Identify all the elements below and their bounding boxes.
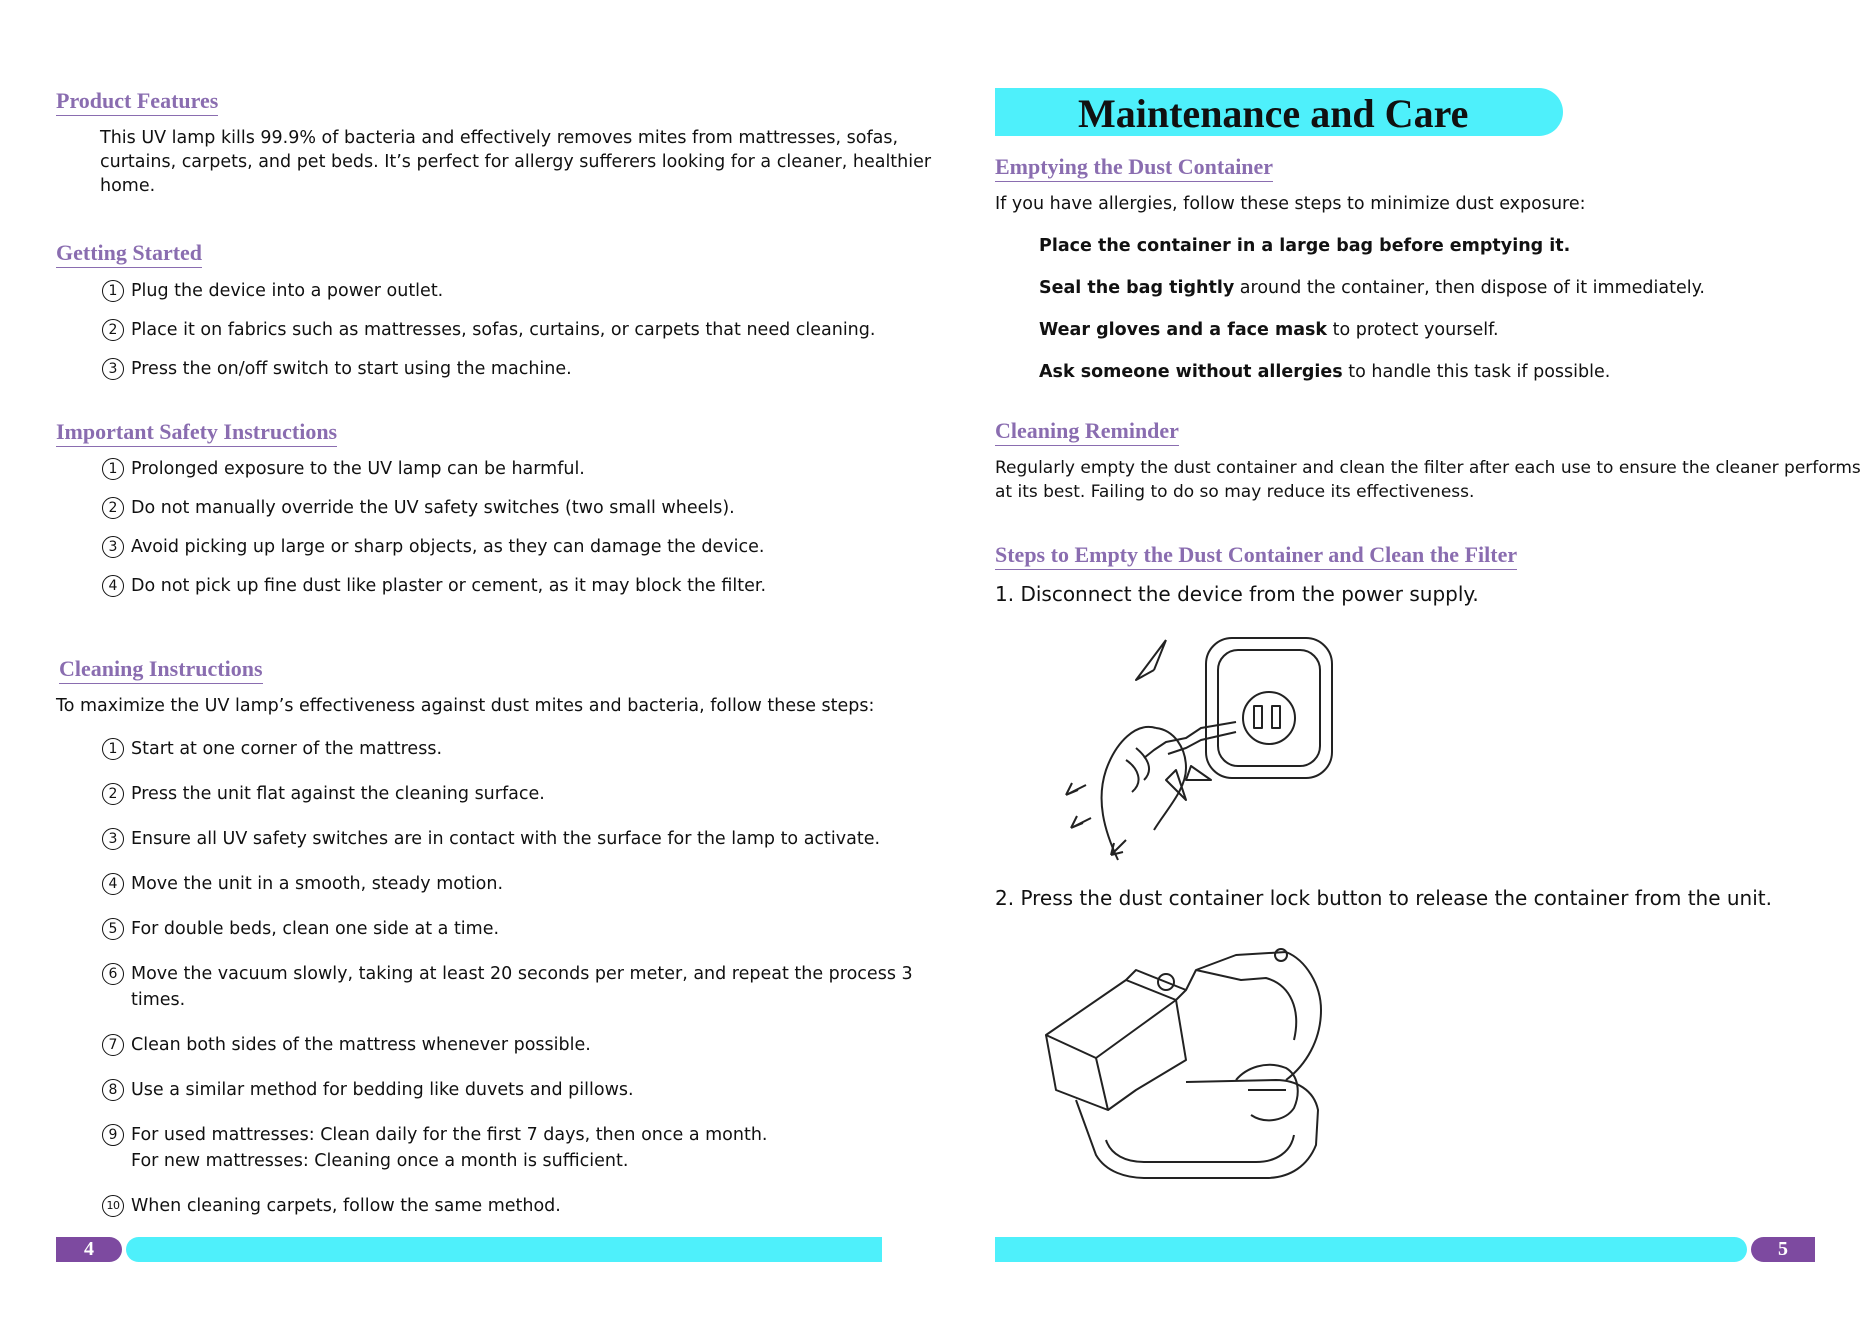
tip-rest: to handle this task if possible. [1342,362,1611,382]
safety-heading: Important Safety Instructions [56,419,337,447]
list-item [102,356,572,382]
text-line: This UV lamp kills 99.9% of bacteria and effectively removes mites from mattresses, sofas, [100,128,899,148]
list-item [102,1032,591,1058]
emptying-heading: Emptying the Dust Container [995,154,1273,182]
list-item [102,534,764,560]
circled-number: 1 [102,458,124,480]
vacuum-illustration [1036,940,1336,1185]
tip-bold: Wear gloves and a face mask [1039,320,1328,340]
circled-number: 5 [102,918,124,940]
list-item [102,871,503,897]
item-text: Ensure all UV safety switches are in contact with the surface for the lamp to activate. [131,829,881,849]
item-text: Place it on fabrics such as mattresses, sofas, curtains, or carpets that need cleaning. [131,320,876,340]
circled-number: 2 [102,783,124,805]
item-text [131,1122,767,1174]
list-item [102,278,443,304]
circled-number: 1 [102,280,124,302]
list-item [102,961,913,1013]
product-features-text [100,126,931,198]
item-text: Press the on/off switch to start using the machine. [131,359,572,379]
cleaning-reminder-text [995,456,1861,504]
circled-number: 2 [102,497,124,519]
unplug-illustration [1036,630,1356,870]
list-item [102,916,499,942]
list-item [102,1193,561,1219]
step-1: 1. Disconnect the device from the power supply. [995,582,1479,606]
item-line: For used mattresses: Clean daily for the first 7 days, then once a month. [131,1125,768,1145]
list-item [102,456,585,482]
text-line: home. [100,176,156,196]
circled-number: 4 [102,575,124,597]
item-text: Do not manually override the UV safety switches (two small wheels). [131,498,735,518]
cleaning-intro: To maximize the UV lamp’s effectiveness against dust mites and bacteria, follow these steps: [56,696,875,716]
item-text: Avoid picking up large or sharp objects, as they can damage the device. [131,537,765,557]
item-text [131,961,913,1013]
list-item [102,736,442,762]
list-item [102,495,735,521]
item-text: Move the unit in a smooth, steady motion. [131,874,504,894]
tip-rest: around the container, then dispose of it immediately. [1234,278,1705,298]
item-text: Plug the device into a power outlet. [131,281,444,301]
item-line: times. [131,990,186,1010]
circled-number: 4 [102,873,124,895]
tip [1039,276,1705,300]
list-item [102,1077,634,1103]
footer-bar [995,1237,1747,1262]
list-item [102,573,766,599]
circled-number: 8 [102,1079,124,1101]
cleaning-instructions-heading: Cleaning Instructions [59,656,263,684]
footer-bar [126,1237,882,1262]
tip-bold: Seal the bag tightly [1039,278,1235,298]
circled-number: 3 [102,536,124,558]
steps-heading: Steps to Empty the Dust Container and Clean the Filter [995,542,1517,570]
emptying-intro: If you have allergies, follow these steps to minimize dust exposure: [995,194,1586,214]
list-item [102,1122,767,1174]
circled-number: 1 [102,738,124,760]
tip [1039,234,1570,258]
right-page [936,0,1872,1324]
text-line: Regularly empty the dust container and clean the filter after each use to ensure the cleaner performs [995,458,1861,478]
text-line: at its best. Failing to do so may reduce its effectiveness. [995,482,1475,502]
cleaning-reminder-heading: Cleaning Reminder [995,418,1179,446]
tip-bold: Ask someone without allergies [1039,362,1343,382]
circled-number: 3 [102,828,124,850]
item-text: Do not pick up fine dust like plaster or cement, as it may block the filter. [131,576,767,596]
getting-started-heading: Getting Started [56,240,202,268]
circled-number: 3 [102,358,124,380]
list-item [102,317,875,343]
circled-number: 10 [102,1195,124,1217]
tip [1039,360,1610,384]
item-line: Move the vacuum slowly, taking at least 20 seconds per meter, and repeat the process 3 [131,964,913,984]
tip-bold: Place the container in a large bag before emptying it. [1039,236,1571,256]
item-text: Clean both sides of the mattress whenever possible. [131,1035,591,1055]
item-text: Use a similar method for bedding like duvets and pillows. [131,1080,634,1100]
item-text: When cleaning carpets, follow the same method. [131,1196,561,1216]
item-text: Prolonged exposure to the UV lamp can be harmful. [131,459,585,479]
tip-rest: to protect yourself. [1327,320,1499,340]
text-line: curtains, carpets, and pet beds. It’s perfect for allergy sufferers looking for a cleaner, healthier [100,152,932,172]
circled-number: 7 [102,1034,124,1056]
product-features-heading: Product Features [56,88,218,116]
circled-number: 9 [102,1124,124,1146]
circled-number: 6 [102,963,124,985]
item-text: For double beds, clean one side at a time. [131,919,500,939]
circled-number: 2 [102,319,124,341]
page-number-badge: 4 [56,1237,122,1262]
list-item [102,826,880,852]
item-line: For new mattresses: Cleaning once a month is sufficient. [131,1151,629,1171]
page-number-badge: 5 [1751,1237,1815,1262]
item-text: Press the unit flat against the cleaning surface. [131,784,545,804]
list-item [102,781,545,807]
page-title: Maintenance and Care [1078,91,1469,136]
item-text: Start at one corner of the mattress. [131,739,443,759]
step-2: 2. Press the dust container lock button to release the container from the unit. [995,886,1772,910]
tip [1039,318,1499,342]
